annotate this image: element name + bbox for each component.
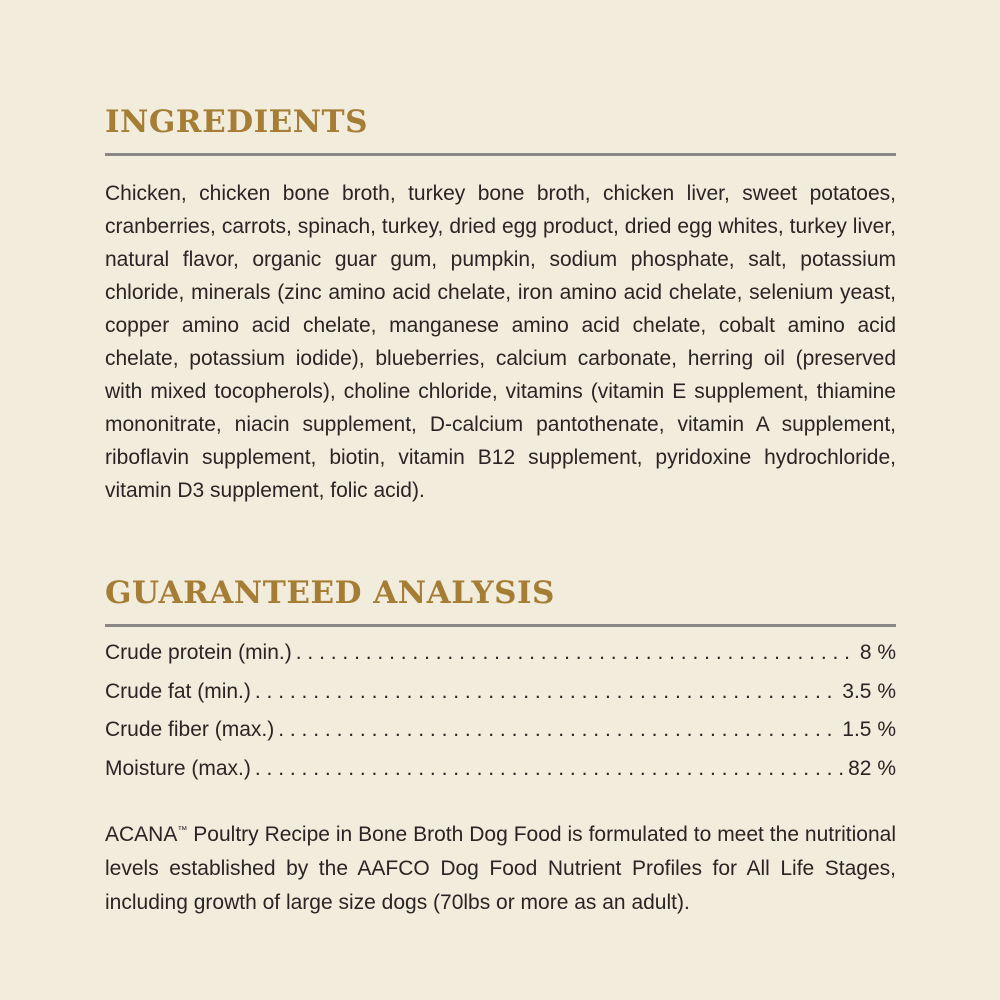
aafco-statement-text: Poultry Recipe in Bone Broth Dog Food is formulated to meet the nutritional levels established by the AAFCO Dog Food Nutrient Profiles for All Life Stages, including growth of large size dogs (70lbs or more as an adult).	[105, 823, 896, 914]
dot-leader	[278, 711, 838, 750]
trademark-symbol: ™	[177, 825, 188, 836]
analysis-row-moisture	[105, 750, 896, 789]
analysis-label: Crude fat (min.)	[105, 679, 251, 703]
analysis-label: Crude protein (min.)	[105, 641, 292, 664]
dot-leader	[255, 673, 838, 712]
ingredients-heading: INGREDIENTS	[105, 104, 369, 140]
analysis-value: 3.5 %	[842, 679, 896, 703]
analysis-value: 1.5 %	[842, 718, 896, 742]
analysis-value: 82 %	[848, 757, 896, 781]
dot-leader	[255, 750, 844, 789]
analysis-table	[105, 634, 896, 789]
analysis-row-protein	[105, 634, 896, 673]
analysis-value: 8 %	[859, 641, 896, 664]
ingredients-divider	[105, 153, 896, 156]
analysis-label: Crude fiber (max.)	[105, 718, 275, 742]
aafco-statement	[105, 818, 896, 920]
dot-leader	[296, 634, 856, 673]
brand-name: ACANA	[105, 823, 178, 846]
analysis-label: Moisture (max.)	[105, 757, 251, 781]
analysis-row-fiber	[105, 711, 896, 750]
ingredients-text: Chicken, chicken bone broth, turkey bone broth, chicken liver, sweet potatoes, cranberries, carrots, spinach, turkey, dried egg product, dried egg whites, turkey liver, natural flavor, organic guar gum, pumpkin, sodium phosphate, salt, potassium chloride, minerals (zinc amino acid chelate, iron amino acid chelate, selenium yeast, copper amino acid chelate, manganese amino acid chelate, cobalt amino acid chelate, potassium iodide), blueberries, calcium carbonate, herring oil (preserved with mixed tocopherols), choline chloride, vitamins (vitamin E supplement, thiamine mononitrate, niacin supplement, D-calcium pantothenate, vitamin A supplement, riboflavin supplement, biotin, vitamin B12 supplement, pyridoxine hydrochloride, vitamin D3 supplement, folic acid).	[105, 182, 896, 502]
analysis-heading: GUARANTEED ANALYSIS	[105, 575, 555, 611]
analysis-divider	[105, 624, 896, 627]
analysis-row-fat	[105, 673, 896, 712]
